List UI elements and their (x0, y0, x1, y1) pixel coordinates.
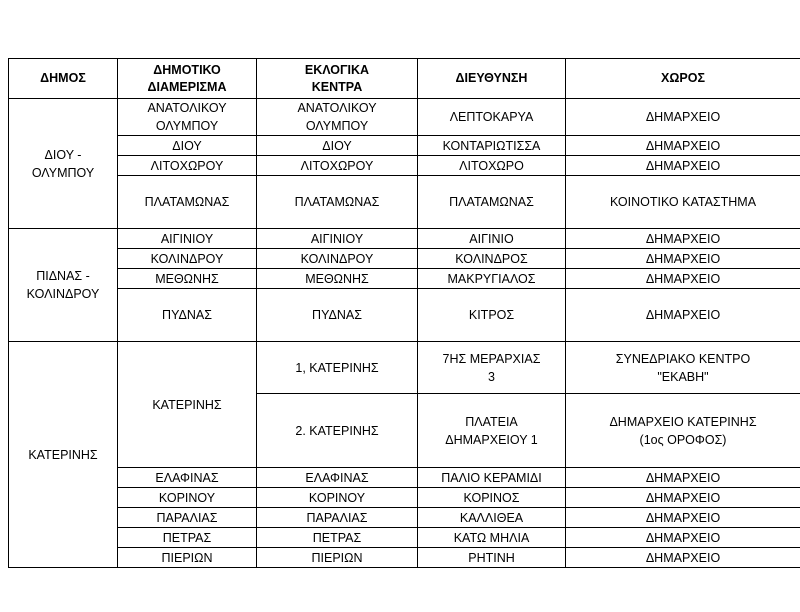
table-cell: ΔΗΜΑΡΧΕΙΟ (566, 468, 800, 488)
table-cell: ΠΛΑΤΑΜΩΝΑΣ (418, 176, 566, 229)
table-cell: ΠΥΔΝΑΣ (118, 289, 257, 342)
table-row (9, 156, 800, 176)
header-dimos: ΔΗΜΟΣ (9, 59, 118, 99)
table-cell: ΔΙΟΥ (118, 136, 257, 156)
table-cell: ΔΗΜΑΡΧΕΙΟ ΚΑΤΕΡΙΝΗΣ (1ος ΟΡΟΦΟΣ) (566, 394, 800, 468)
table-cell: ΔΗΜΑΡΧΕΙΟ (566, 269, 800, 289)
table-cell: ΔΗΜΑΡΧΕΙΟ (566, 548, 800, 568)
table-row (9, 269, 800, 289)
table-row (9, 176, 800, 229)
table-row (9, 99, 800, 136)
table-cell: ΠΛΑΤΑΜΩΝΑΣ (257, 176, 418, 229)
header-xoros: ΧΩΡΟΣ (566, 59, 800, 99)
table-cell: ΑΝΑΤΟΛΙΚΟΥ ΟΛΥΜΠΟΥ (118, 99, 257, 136)
table-cell: ΛΙΤΟΧΩΡΟΥ (118, 156, 257, 176)
header-eklogika: ΕΚΛΟΓΙΚΑ ΚΕΝΤΡΑ (257, 59, 418, 99)
table-cell: ΔΙΟΥ (257, 136, 418, 156)
table-cell: ΚΑΛΛΙΘΕΑ (418, 508, 566, 528)
table-cell: 1, ΚΑΤΕΡΙΝΗΣ (257, 342, 418, 394)
table-cell: ΠΑΡΑΛΙΑΣ (257, 508, 418, 528)
table-cell: ΕΛΑΦΙΝΑΣ (118, 468, 257, 488)
table-cell: ΚΟΛΙΝΔΡΟΣ (418, 249, 566, 269)
table-cell: ΠΛΑΤΑΜΩΝΑΣ (118, 176, 257, 229)
table-cell: ΚΑΤΩ ΜΗΛΙΑ (418, 528, 566, 548)
table-cell: ΜΕΘΩΝΗΣ (257, 269, 418, 289)
header-row (9, 59, 800, 99)
table-row (9, 289, 800, 342)
table-row (9, 528, 800, 548)
table-cell: ΚΑΤΕΡΙΝΗΣ (118, 342, 257, 468)
electoral-centers-table (8, 58, 800, 568)
table-cell: ΔΗΜΑΡΧΕΙΟ (566, 249, 800, 269)
table-cell: ΚΟΡΙΝΟΣ (418, 488, 566, 508)
table-cell: ΕΛΑΦΙΝΑΣ (257, 468, 418, 488)
table-cell: ΑΙΓΙΝΙΟ (418, 229, 566, 249)
table-cell: ΑΝΑΤΟΛΙΚΟΥ ΟΛΥΜΠΟΥ (257, 99, 418, 136)
table-row (9, 249, 800, 269)
table-row (9, 136, 800, 156)
table-cell: ΚΟΙΝΟΤΙΚΟ ΚΑΤΑΣΤΗΜΑ (566, 176, 800, 229)
table-row (9, 229, 800, 249)
table-row (9, 468, 800, 488)
table-cell: ΔΗΜΑΡΧΕΙΟ (566, 528, 800, 548)
table-cell: ΚΟΡΙΝΟΥ (118, 488, 257, 508)
municipality-cell: ΚΑΤΕΡΙΝΗΣ (9, 342, 118, 568)
table-cell: ΠΑΡΑΛΙΑΣ (118, 508, 257, 528)
table-cell: ΣΥΝΕΔΡΙΑΚΟ ΚΕΝΤΡΟ "ΕΚΑΒΗ" (566, 342, 800, 394)
municipality-cell: ΔΙΟΥ - ΟΛΥΜΠΟΥ (9, 99, 118, 229)
table-cell: ΔΗΜΑΡΧΕΙΟ (566, 229, 800, 249)
table-cell: ΠΕΤΡΑΣ (257, 528, 418, 548)
table-row (9, 488, 800, 508)
table-cell: ΛΙΤΟΧΩΡΟ (418, 156, 566, 176)
table-cell: ΔΗΜΑΡΧΕΙΟ (566, 508, 800, 528)
table-row (9, 548, 800, 568)
table-cell: 7ΗΣ ΜΕΡΑΡΧΙΑΣ 3 (418, 342, 566, 394)
table-cell: ΠΙΕΡΙΩΝ (257, 548, 418, 568)
table-cell: 2. ΚΑΤΕΡΙΝΗΣ (257, 394, 418, 468)
table-cell: ΛΙΤΟΧΩΡΟΥ (257, 156, 418, 176)
table-cell: ΚΟΛΙΝΔΡΟΥ (118, 249, 257, 269)
header-dieythynsi: ΔΙΕΥΘΥΝΣΗ (418, 59, 566, 99)
table-cell: ΚΙΤΡΟΣ (418, 289, 566, 342)
table-cell: ΠΕΤΡΑΣ (118, 528, 257, 548)
table-cell: ΠΛΑΤΕΙΑ ΔΗΜΑΡΧΕΙΟΥ 1 (418, 394, 566, 468)
table-cell: ΔΗΜΑΡΧΕΙΟ (566, 488, 800, 508)
table-cell: ΔΗΜΑΡΧΕΙΟ (566, 289, 800, 342)
table-row (9, 342, 800, 394)
table-cell: ΛΕΠΤΟΚΑΡΥΑ (418, 99, 566, 136)
table-cell: ΔΗΜΑΡΧΕΙΟ (566, 156, 800, 176)
table-cell: ΔΗΜΑΡΧΕΙΟ (566, 99, 800, 136)
table-cell: ΠΙΕΡΙΩΝ (118, 548, 257, 568)
table-cell: ΑΙΓΙΝΙΟΥ (257, 229, 418, 249)
header-dimotiko: ΔΗΜΟΤΙΚΟ ΔΙΑΜΕΡΙΣΜΑ (118, 59, 257, 99)
table-cell: ΚΟΡΙΝΟΥ (257, 488, 418, 508)
table-cell: ΜΕΘΩΝΗΣ (118, 269, 257, 289)
table-cell: ΠΑΛΙΟ ΚΕΡΑΜΙΔΙ (418, 468, 566, 488)
table-row (9, 508, 800, 528)
table-cell: ΡΗΤΙΝΗ (418, 548, 566, 568)
table-cell: ΚΟΝΤΑΡΙΩΤΙΣΣΑ (418, 136, 566, 156)
table-cell: ΑΙΓΙΝΙΟΥ (118, 229, 257, 249)
table-cell: ΔΗΜΑΡΧΕΙΟ (566, 136, 800, 156)
table-cell: ΠΥΔΝΑΣ (257, 289, 418, 342)
municipality-cell: ΠΙΔΝΑΣ - ΚΟΛΙΝΔΡΟΥ (9, 229, 118, 342)
table-cell: ΚΟΛΙΝΔΡΟΥ (257, 249, 418, 269)
table-cell: ΜΑΚΡΥΓΙΑΛΟΣ (418, 269, 566, 289)
